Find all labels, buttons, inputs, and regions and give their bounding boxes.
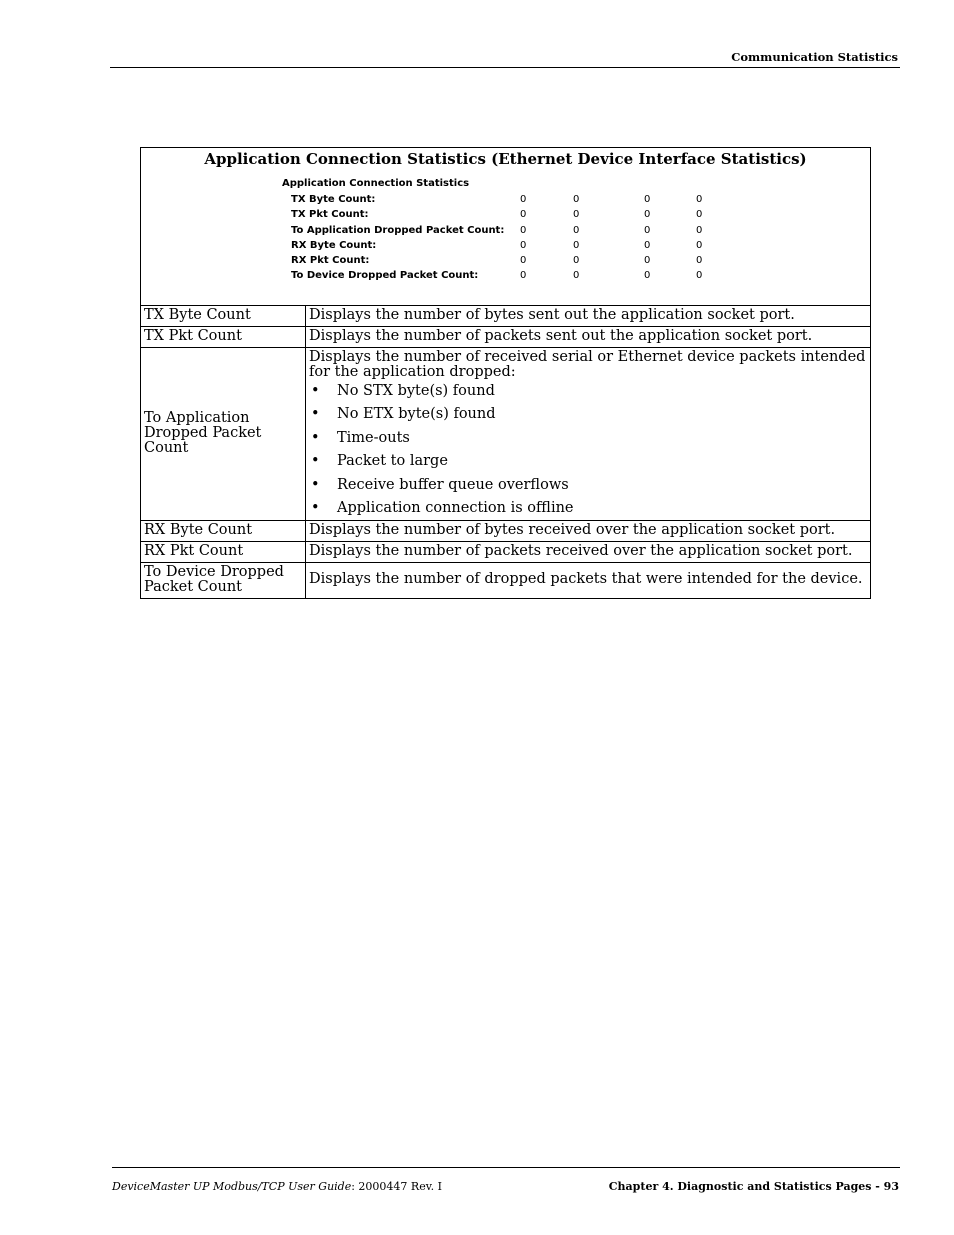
stat-value: 0 [644, 270, 651, 281]
list-item: • Receive buffer queue overflows [311, 476, 569, 493]
header-rule [110, 67, 900, 68]
list-item: • Application connection is offline [311, 499, 574, 516]
screenshot-row-label: To Application Dropped Packet Count: [291, 225, 505, 236]
footer-doc-number: : 2000447 Rev. I [351, 1180, 442, 1193]
screenshot-row [291, 207, 368, 219]
screenshot-row-label: RX Byte Count: [291, 240, 377, 251]
list-item: • No ETX byte(s) found [311, 406, 496, 423]
stat-value: 0 [644, 240, 651, 251]
term-cell: RX Byte Count [141, 520, 306, 541]
screenshot-row [291, 253, 369, 265]
footer-rule [112, 1167, 900, 1168]
term-cell: TX Pkt Count [141, 327, 306, 348]
table-row [141, 541, 871, 562]
stat-value: 0 [573, 209, 580, 220]
bullet-icon: • [311, 499, 320, 516]
list-item: • No STX byte(s) found [311, 383, 495, 399]
term-cell: To Application Dropped Packet Count [141, 348, 306, 521]
bullet-list [309, 384, 867, 517]
description-cell: Displays the number of bytes sent out the application socket port. [306, 306, 871, 327]
description-cell: Displays the number of packets received over the application socket port. [306, 541, 871, 562]
running-header: Communication Statistics [731, 50, 898, 64]
stat-value: 0 [644, 194, 651, 205]
footer-guide-title: DeviceMaster UP Modbus/TCP User Guide: 2000447 Rev. I [112, 1180, 442, 1193]
footer-chapter: Chapter 4. Diagnostic and Statistics Pages - 93 [608, 1180, 899, 1193]
description-cell: Displays the number of packets sent out the application socket port. [306, 327, 871, 348]
screenshot-row [291, 268, 478, 280]
stat-value: 0 [696, 194, 703, 205]
stat-value: 0 [573, 255, 580, 266]
caption-cell [141, 148, 871, 306]
screenshot-title: Application Connection Statistics [282, 178, 470, 189]
statistics-table [140, 147, 871, 599]
table-row [141, 348, 871, 521]
stat-value: 0 [520, 225, 527, 236]
term-cell: To Device Dropped Packet Count [141, 562, 306, 598]
bullet-icon: • [311, 406, 320, 423]
screenshot-row-label: RX Pkt Count: [291, 255, 370, 266]
table-row [141, 306, 871, 327]
list-item: • Packet to large [311, 453, 448, 470]
term-cell: RX Pkt Count [141, 541, 306, 562]
description-text: Displays the number of received serial or Ethernet device packets intended for the application dropped: [309, 349, 866, 380]
screenshot-row [291, 238, 376, 250]
stat-value: 0 [696, 270, 703, 281]
stat-value: 0 [520, 255, 527, 266]
screenshot-row [291, 192, 375, 204]
caption-row [141, 148, 871, 306]
stat-value: 0 [696, 240, 703, 251]
table-row [141, 562, 871, 598]
stat-value: 0 [696, 209, 703, 220]
bullet-icon: • [311, 429, 320, 446]
description-cell [306, 348, 871, 521]
stat-value: 0 [573, 194, 580, 205]
stat-value: 0 [520, 270, 527, 281]
stat-value: 0 [520, 209, 527, 220]
statistics-screenshot [141, 167, 870, 287]
table-row [141, 520, 871, 541]
stat-value: 0 [696, 225, 703, 236]
screenshot-row-label: To Device Dropped Packet Count: [291, 270, 479, 281]
bullet-icon: • [311, 453, 320, 470]
bullet-icon: • [311, 476, 320, 493]
screenshot-row-label: TX Byte Count: [291, 194, 376, 205]
stat-value: 0 [573, 225, 580, 236]
stat-value: 0 [520, 194, 527, 205]
stat-value: 0 [696, 255, 703, 266]
stat-value: 0 [644, 225, 651, 236]
bullet-icon: • [311, 383, 320, 399]
stat-value: 0 [520, 240, 527, 251]
stat-value: 0 [644, 255, 651, 266]
screenshot-row-label: TX Pkt Count: [291, 209, 369, 220]
stat-value: 0 [644, 209, 651, 220]
table-row [141, 327, 871, 348]
screenshot-row [291, 223, 504, 235]
list-item: • Time-outs [311, 429, 410, 446]
stat-value: 0 [573, 240, 580, 251]
description-cell: Displays the number of bytes received over the application socket port. [306, 520, 871, 541]
stat-value: 0 [573, 270, 580, 281]
table-caption: Application Connection Statistics (Ethernet Device Interface Statistics) [204, 150, 807, 168]
term-cell: TX Byte Count [141, 306, 306, 327]
description-cell: Displays the number of dropped packets that were intended for the device. [306, 562, 871, 598]
